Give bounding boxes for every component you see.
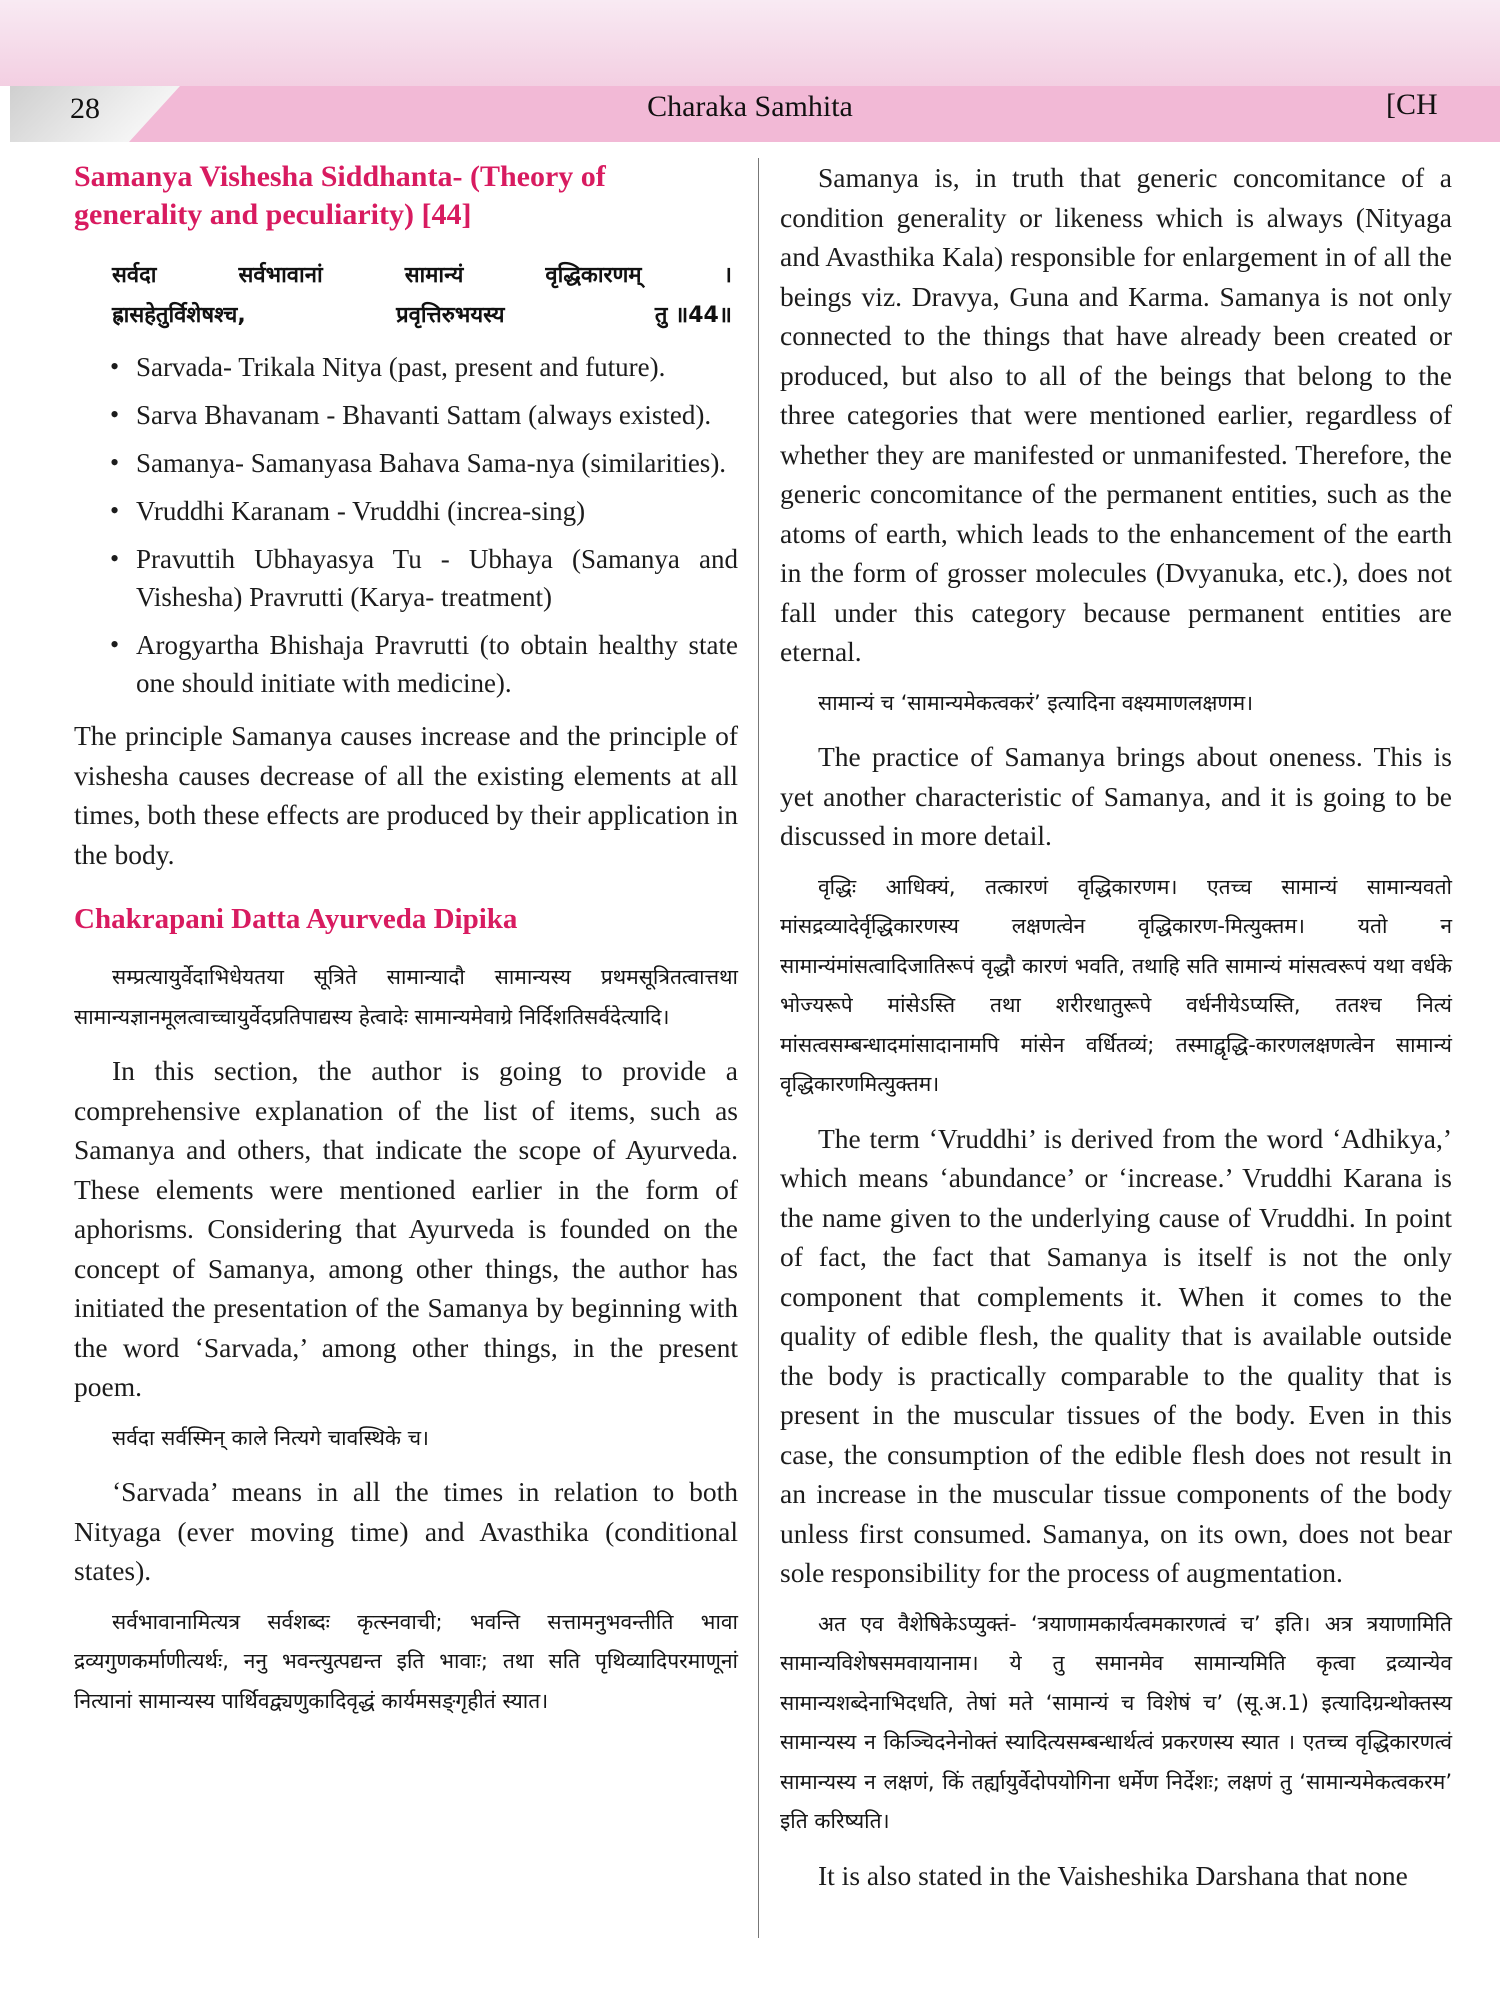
list-item-text: Sarva Bhavanam - Bhavanti Sattam (always existed). [136, 400, 712, 430]
left-column [74, 158, 738, 1735]
verse-word: वृद्धिकारणम् [545, 263, 642, 288]
body-paragraph: In this section, the author is going to provide a comprehensive explanation of the list of items, such as Samanya and others, that indicate the scope of Ayurveda. These elements were mentioned earlier in the form of aphorisms. Considering that Ayurveda is founded on the concept of Samanya, among other things, the author has initiated the presentation of the Samanya by beginning with the word ‘Sarvada,’ among other things, in the present poem. [74, 1055, 738, 1402]
verse-word: सर्वदा [112, 263, 157, 288]
term-list [74, 348, 738, 702]
sanskrit-commentary: सम्प्रत्यायुर्वेदाभिधेयतया सूत्रिते सामान्यादौ सामान्यस्य प्रथमसूत्रितत्वात्तथा सामान्यज्ञानमूलत्वाच्चायुर्वेदप्रतिपाद्यस्य हेत्वादेः सामान्यमेवाग्रे निर्दिशतिसर्वदेत्यादि। [74, 965, 738, 1029]
bullet-icon: • [110, 630, 120, 659]
list-item-text: Vruddhi Karanam - Vruddhi (increa-sing) [136, 496, 586, 526]
section-heading: Chakrapani Datta Ayurveda Dipika [74, 903, 518, 935]
list-item [110, 540, 738, 616]
list-item-text: Arogyartha Bhishaja Pravrutti (to obtain healthy state one should initiate with medicine). [136, 630, 738, 698]
list-item-text: Samanya- Samanyasa Bahava Sama-nya (similarities). [136, 448, 727, 478]
sanskrit-commentary: सामान्यं च ‘सामान्यमेकत्वकरं’ इत्यादिना वक्ष्यमाणलक्षणम। [818, 690, 1254, 715]
verse-word: प्रवृत्तिरुभयस्य [396, 303, 505, 328]
verse-line [112, 296, 732, 336]
body-paragraph: It is also stated in the Vaisheshika Darshana that none [818, 1859, 1408, 1891]
verse-word: सामान्यं [404, 263, 464, 288]
list-item [110, 626, 738, 702]
sanskrit-commentary: अत एव वैशेषिकेऽप्युक्तं- ‘त्रयाणामकार्यत्वमकारणत्वं च’ इति। अत्र त्रयाणामिति सामान्यविशेषसमवायानाम। ये तु समानमेव सामान्यमिति कृत्वा द्रव्यान्येव सामान्यशब्देनाभिदधति, तेषां मते ‘सामान्यं च विशेषं च’ (सू.अ.1) इत्यादिग्रन्थोक्तस्य सामान्यस्य न किञ्चिदनेनोक्तं स्यादित्यसम्बन्धार्थत्वं प्रकरणस्य स्यात । एतच्च वृद्धिकारणत्वं सामान्यस्य न लक्षणं, किं तर्ह्यायुर्वेदोपयोगिना धर्मेण निर्देशः; लक्षणं तु ‘सामान्यमेकत्वकरम’ इति करिष्यति। [780, 1611, 1452, 1833]
sanskrit-commentary: वृद्धिः आधिक्यं, तत्कारणं वृद्धिकारणम। एतच्च सामान्यं सामान्यवतो मांसद्रव्यादेर्वृद्धिकारणस्य लक्षणत्वेन वृद्धिकारण-मित्युक्तम। यतो न सामान्यंमांसत्वादिजातिरूपं वृद्धौ कारणं भवति, तथाहि सति सामान्यं मांसत्वरूपं यथा वर्धके भोज्यरूपे मांसेऽस्ति तथा शरीरधातुरूपे वर्धनीयेऽप्यस्ति, ततश्च नित्यं मांसत्वसम्बन्धादमांसादानामपि मांसेन वर्धितव्यं; तस्माद्वृद्धि-कारणलक्षणत्वेन सामान्यं वृद्धिकारणमित्युक्तम। [780, 874, 1452, 1096]
list-item [110, 444, 738, 482]
list-item [110, 348, 738, 386]
body-paragraph: The term ‘Vruddhi’ is derived from the word ‘Adhikya,’ which means ‘abundance’ or ‘increase.’ Vruddhi Karana is the name given to the underlying cause of Vruddhi. In point of fact, the fact that Samanya is itself is not the only component that complements it. When it comes to the quality of edible flesh, the quality that is available outside the body is practically comparable to the quality that is present in the muscular tissues of the body. Even in this case, the consumption of the edible flesh does not result in an increase in the muscular tissue components of the body unless first consumed. Samanya, on its own, does not bear sole responsibility for the process of augmentation. [780, 1122, 1452, 1588]
page-number: 28 [70, 92, 100, 125]
body-paragraph: The principle Samanya causes increase and the principle of vishesha causes decrease of all the existing elements at all times, both these effects are produced by their application in the body. [74, 720, 738, 870]
sanskrit-commentary: सर्वभावानामित्यत्र सर्वशब्दः कृत्स्नवाची; भवन्ति सत्तामनुभवन्तीति भावा द्रव्यगुणकर्माणीत्यर्थः, ननु भवन्त्युत्पद्यन्त इति भावाः; तथा सति पृथिव्यादिपरमाणूनां नित्यानां सामान्यस्य पार्थिवद्व्यणुकादिवृद्धं कार्यमसङ्गृहीतं स्यात। [74, 1609, 738, 1713]
verse-danda: । [723, 263, 732, 288]
body-paragraph: The practice of Samanya brings about oneness. This is yet another characteristic of Samanya, and it is going to be discussed in more detail. [780, 741, 1452, 851]
bullet-icon: • [110, 352, 120, 381]
running-title: Charaka Samhita [647, 90, 853, 123]
list-item-text: Sarvada- Trikala Nitya (past, present and future). [136, 352, 666, 382]
list-item [110, 492, 738, 530]
body-paragraph: ‘Sarvada’ means in all the times in relation to both Nityaga (ever moving time) and Avasthika (conditional states). [74, 1476, 738, 1586]
verse-word: सर्वभावानां [238, 263, 323, 288]
verse-word: ह्रासहेतुर्विशेषश्च, [112, 303, 246, 328]
list-item-text: Pravuttih Ubhayasya Tu - Ubhaya (Samanya and Vishesha) Pravrutti (Karya- treatment) [136, 544, 738, 612]
bullet-icon: • [110, 400, 120, 429]
verse-block [112, 256, 738, 336]
right-column [780, 158, 1452, 1907]
list-item [110, 396, 738, 434]
bullet-icon: • [110, 448, 120, 477]
chapter-marker: [CH [1386, 88, 1438, 121]
bullet-icon: • [110, 544, 120, 573]
verse-word: तु ॥44॥ [654, 303, 732, 328]
body-paragraph: Samanya is, in truth that generic concomitance of a condition generality or likeness which is always (Nityaga and Avasthika Kala) responsible for enlargement in of all the beings viz. Dravya, Guna and Karma. Samanya is not only connected to the things that have already been created or produced, but also to all of the beings that belong to the three categories that were mentioned earlier, regardless of whether they are manifested or unmanifested. Therefore, the generic concomitance of the permanent entities, such as the atoms of earth, which leads to the enhancement of the earth in the form of grosser molecules (Dvyanuka, etc.), does not fall under this category because permanent entities are eternal. [780, 162, 1452, 667]
bullet-icon: • [110, 496, 120, 525]
sanskrit-commentary: सर्वदा सर्वस्मिन् काले नित्यगे चावस्थिके च। [112, 1425, 430, 1450]
page-top-band [0, 0, 1500, 86]
column-divider [758, 158, 759, 1938]
section-heading: Samanya Vishesha Siddhanta- (Theory of generality and peculiarity) [44] [74, 160, 606, 231]
verse-line [112, 256, 732, 296]
